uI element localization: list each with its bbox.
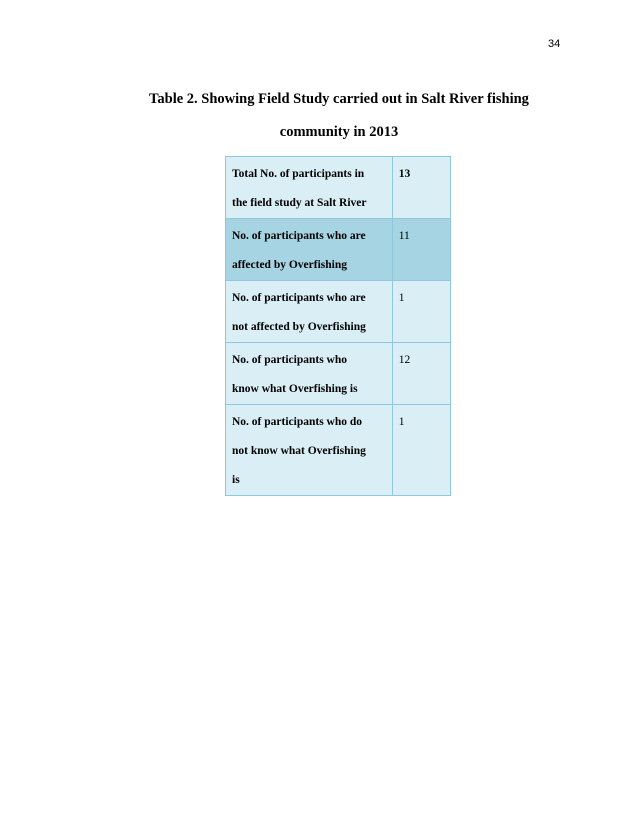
row-label	[226, 219, 393, 281]
row-label-line: know what Overfishing is	[232, 383, 358, 395]
row-label-line: No. of participants who	[232, 354, 348, 366]
table-row	[226, 157, 451, 219]
field-study-table	[225, 156, 451, 496]
page-number: 34	[548, 38, 561, 50]
row-value: 12	[392, 343, 450, 405]
table-caption-line-1: Table 2. Showing Field Study carried out in Salt River fishing	[149, 91, 529, 107]
table-row	[226, 281, 451, 343]
row-value: 11	[392, 219, 450, 281]
row-label	[226, 405, 393, 496]
row-label-line: is	[232, 474, 240, 486]
row-label-line: the field study at Salt River	[232, 197, 367, 209]
row-label-line: not affected by Overfishing	[232, 321, 366, 333]
row-label	[226, 157, 393, 219]
row-label-line: No. of participants who are	[232, 230, 366, 242]
table-row	[226, 219, 451, 281]
row-value: 1	[392, 281, 450, 343]
row-value: 13	[392, 157, 450, 219]
table-row	[226, 405, 451, 496]
row-label	[226, 343, 393, 405]
table-caption-line-2: community in 2013	[279, 124, 399, 140]
table-row	[226, 343, 451, 405]
row-label-line: not know what Overfishing	[232, 445, 366, 457]
row-label-line: No. of participants who are	[232, 292, 366, 304]
row-label-line: Total No. of participants in	[232, 168, 365, 180]
row-value: 1	[392, 405, 450, 496]
row-label-line: affected by Overfishing	[232, 259, 347, 271]
row-label	[226, 281, 393, 343]
row-label-line: No. of participants who do	[232, 416, 363, 428]
